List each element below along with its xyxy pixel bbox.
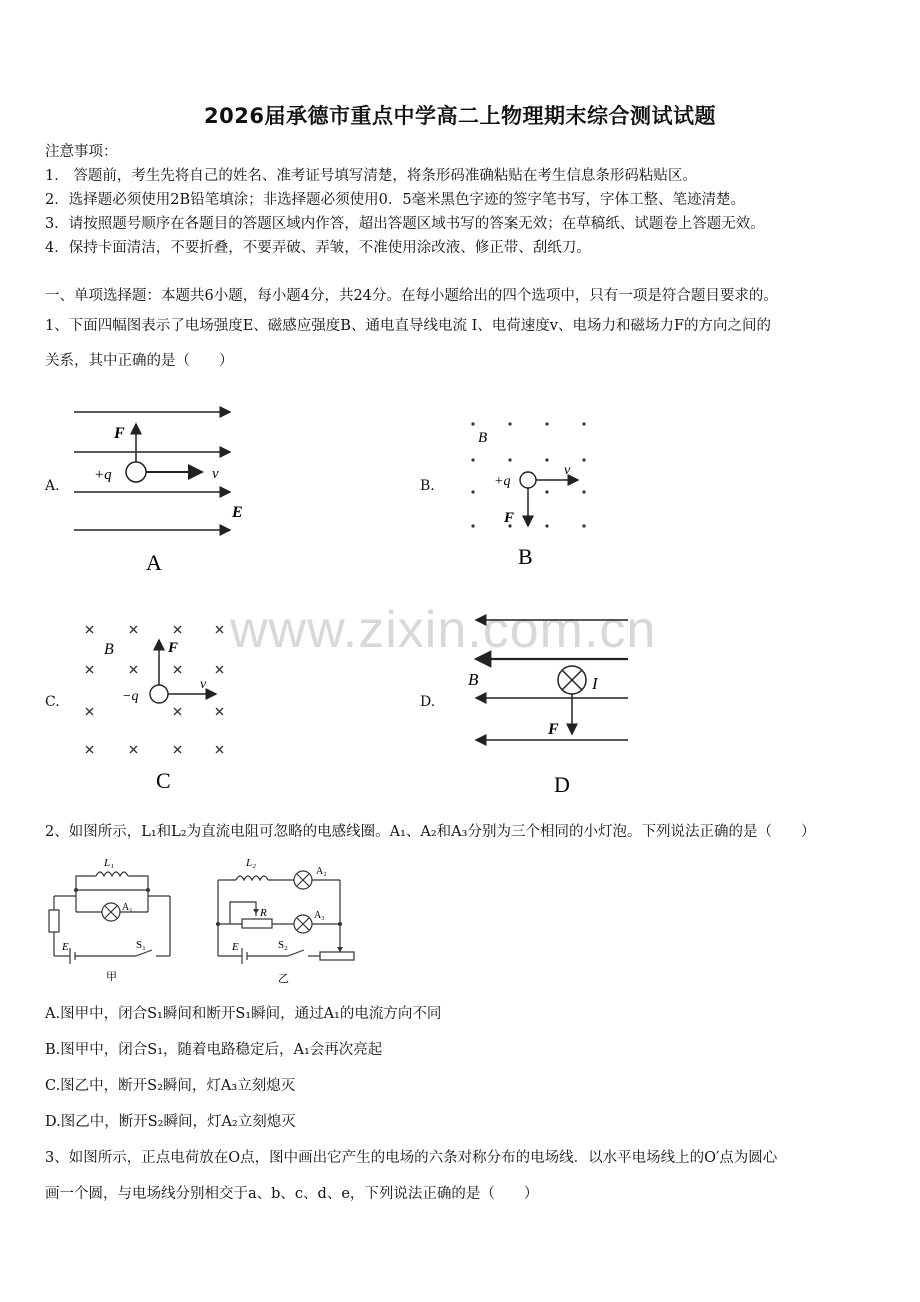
q1-stem-line1: 1、下面四幅图表示了电场强度E、磁感应强度B、通电直导线电流 I、电荷速度v、电场力和磁场力F的方向之间的	[45, 318, 772, 334]
q2-circuit-jia	[40, 852, 190, 987]
fig-c-f-label: F	[168, 640, 179, 656]
q1-figure-c	[80, 618, 240, 798]
fig-a-q-label: +q	[94, 467, 112, 483]
fig-c-v-label: v	[200, 677, 207, 692]
jia-a1-label: A₁	[122, 902, 133, 913]
fig-b-b-label: B	[478, 430, 488, 446]
fig-b-q-label: +q	[494, 474, 511, 489]
yi-a3-label: A₃	[314, 910, 325, 921]
q1-figure-b	[460, 410, 610, 570]
page-title: 2026届承德市重点中学高二上物理期末综合测试试题	[204, 104, 716, 128]
fig-c-b-label: B	[104, 641, 114, 658]
fig-a-caption: A	[146, 550, 162, 575]
q1-option-d-label: D.	[420, 694, 436, 710]
jia-e-label: E	[62, 941, 69, 953]
q3-stem-line1: 3、如图所示，正点电荷放在O点，图中画出它产生的电场的六条对称分布的电场线．以水平电场线上的O′点为圆心	[45, 1150, 778, 1166]
q1-stem-line2: 关系，其中正确的是（ ）	[45, 353, 234, 369]
yi-e-label: E	[232, 941, 239, 953]
notice-item-1: 1． 答题前，考生先将自己的姓名、准考证号填写清楚，将条形码准确粘贴在考生信息条形码粘贴区。	[45, 168, 697, 184]
notice-heading: 注意事项：	[45, 144, 118, 160]
section-heading: 一、单项选择题：本题共6小题，每小题4分，共24分。在每小题给出的四个选项中，只有一项是符合题目要求的。	[45, 288, 778, 304]
q2-option-c: C.图乙中，断开S₂瞬间，灯A₃立刻熄灭	[45, 1078, 296, 1094]
fig-d-i-label: I	[592, 674, 598, 693]
q3-stem-line2: 画一个圆，与电场线分别相交于a、b、c、d、e，下列说法正确的是（ ）	[45, 1186, 539, 1202]
yi-a2-label: A₂	[316, 866, 327, 877]
fig-d-b-label: B	[468, 670, 479, 689]
notice-item-2: 2．选择题必须使用2B铅笔填涂；非选择题必须使用0．5毫米黑色字迹的签字笔书写，字体工整、笔迹清楚。	[45, 192, 746, 208]
q2-option-a: A.图甲中，闭合S₁瞬间和断开S₁瞬间，通过A₁的电流方向不同	[45, 1006, 442, 1022]
q1-figure-a	[62, 400, 262, 580]
q1-option-c-label: C.	[45, 694, 60, 710]
jia-caption: 甲	[106, 971, 117, 983]
fig-c-caption: C	[156, 768, 171, 793]
q1-option-b-label: B.	[420, 478, 435, 494]
notice-item-4: 4．保持卡面清洁，不要折叠，不要弄破、弄皱，不准使用涂改液、修正带、刮纸刀。	[45, 240, 591, 256]
fig-d-f-label: F	[548, 721, 559, 738]
q2-option-b: B.图甲中，闭合S₁，随着电路稳定后，A₁会再次亮起	[45, 1042, 383, 1058]
q2-stem: 2、如图所示，L₁和L₂为直流电阻可忽略的电感线圈。A₁、A₂和A₃分别为三个相同的小灯泡。下列说法正确的是（ ）	[45, 824, 816, 840]
fig-c-q-label: −q	[122, 689, 139, 704]
fig-a-e-label: E	[232, 504, 243, 521]
watermark: www.zixin.com.cn	[230, 601, 657, 659]
q1-option-a-label: A.	[45, 478, 60, 494]
fig-a-f-label: F	[114, 425, 125, 442]
q2-option-d: D.图乙中，断开S₂瞬间，灯A₂立刻熄灭	[45, 1114, 296, 1130]
q1-figure-d	[462, 612, 642, 802]
yi-s2-label: S₂	[278, 939, 288, 951]
jia-s1-label: S₁	[136, 939, 146, 951]
jia-l1-label: L₁	[104, 857, 114, 869]
yi-caption: 乙	[278, 973, 289, 985]
fig-b-caption: B	[518, 544, 533, 569]
fig-b-f-label: F	[504, 510, 515, 526]
q2-circuit-yi	[208, 852, 368, 990]
fig-b-v-label: v	[564, 463, 571, 478]
yi-l2-label: L₂	[246, 857, 256, 869]
fig-d-caption: D	[554, 772, 570, 797]
fig-a-v-label: v	[212, 466, 219, 482]
yi-r-label: R	[260, 907, 267, 919]
notice-item-3: 3．请按照题号顺序在各题目的答题区域内作答，超出答题区域书写的答案无效；在草稿纸、试题卷上答题无效。	[45, 216, 765, 232]
